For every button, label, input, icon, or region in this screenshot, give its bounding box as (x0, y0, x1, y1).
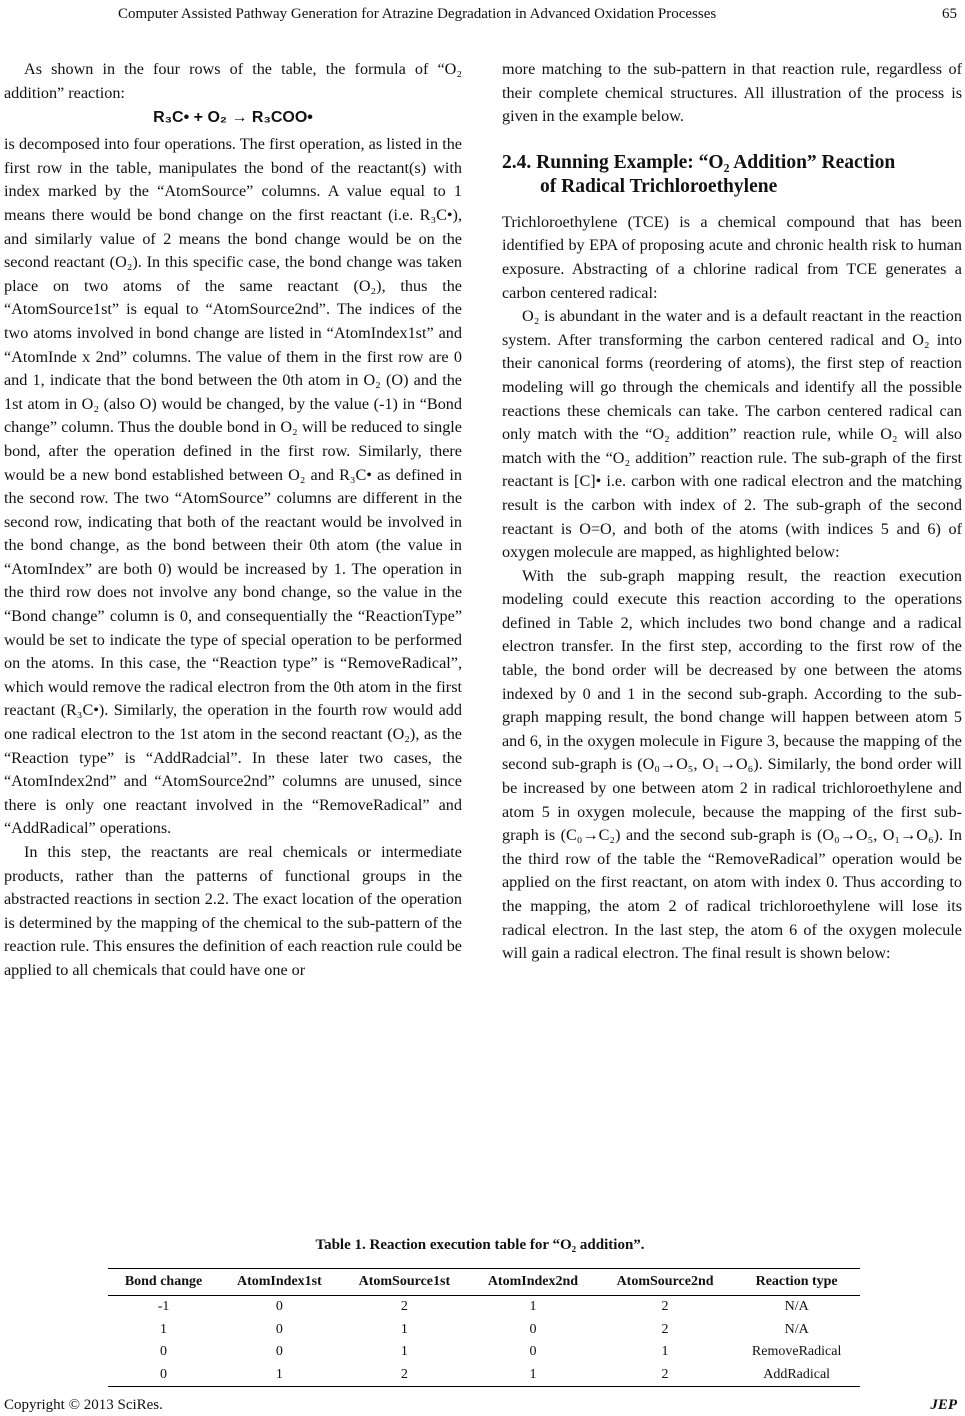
section-heading (502, 151, 962, 199)
paragraph: more matching to the sub-pattern in that reaction rule, regardless of their complete chemical structures. All illustration of the process is given in the example below. (502, 60, 962, 126)
table-cell: 0 (108, 1364, 219, 1387)
table-cell: 2 (661, 1321, 669, 1337)
table-cell: 2 (340, 1364, 469, 1387)
paragraph: With the sub-graph mapping result, the reaction execution modeling could execute this reaction according to the operations defined in Table 2, which includes two bond change and a radical electron transfer. In the first step, according to the first row of the table, the bond order will be decreased by one between the atoms indexed by 0 and 1 in the second sub-graph. According to the sub-graph mapping result, the bond change will happen between atom 5 and 6, in the oxygen molecule in Figure 3, because the mapping of the second sub-graph is (O₀→O₅, O₁→O₆). Similarly, the bond order will be increased by one between atom 2 in radical trichloroethylene and atom 5 in oxygen molecule, because the mapping of the first sub-graph is (C₀→C₂) and the second sub-graph is (O₀→O₅, O₁→O₆). In the third row of the table the “RemoveRadical” operation would be applied on the first reactant, on atom with index 0. Thus according to the mapping, the atom 2 of radical trichloroethylene will lose its radical electron. In the last step, the atom 6 of the oxygen molecule will gain a radical electron. The final result is shown below: (502, 566, 962, 963)
page-number: 65 (942, 6, 957, 22)
column-header: AtomSource2nd (597, 1269, 733, 1296)
table-row (108, 1364, 860, 1387)
paragraph: O₂ is abundant in the water and is a default reactant in the reaction system. After transforming the carbon centered radical and O₂ into their canonical forms (reordering of atoms), the first step of reaction modeling will go through the chemicals and identify all the possible reactions these chemicals can take. The carbon centered radical can only match with the “O₂ addition” reaction rule, while O₂ will also match with the “O₂ addition” reaction rule. The sub-graph of the first reactant is [C]• i.e. carbon with one radical electron and the matching result is the carbon with index of 2. The sub-graph of the second reactant is O=O, and both of the atoms (with indices 5 and 6) of oxygen molecule are mapped, as highlighted below: (502, 307, 962, 562)
column-header: AtomSource1st (340, 1269, 469, 1296)
copyright-notice: Copyright © 2013 SciRes. (4, 1397, 163, 1413)
table-cell: 0 (275, 1321, 283, 1337)
section-heading-line2: of Radical Trichloroethylene (540, 175, 778, 197)
table-cell: 2 (597, 1364, 733, 1387)
table-row (108, 1296, 860, 1319)
table-cell: 0 (529, 1321, 537, 1337)
paragraph: As shown in the four rows of the table, the formula of “O₂ addition” reaction: (4, 60, 462, 102)
reaction-table-block (108, 1237, 860, 1387)
table-cell: 1 (160, 1321, 168, 1337)
table-cell: N/A (784, 1299, 809, 1314)
section-heading-line1: 2.4. Running Example: “O₂ Addition” Reaction (502, 151, 896, 173)
table-cell: 0 (529, 1344, 537, 1359)
table-cell: 0 (160, 1344, 168, 1359)
table-cell: 0 (275, 1344, 283, 1359)
paragraph: is decomposed into four operations. The first operation, as listed in the first row in the table, manipulates the bond of the reactant(s) with index marked by the “AtomSource” columns. A value equal to 1 means there would be bond change on the first reactant (i.e. R₃C•), and similarly value of 2 means the bond change would be on the second reactant (O₂). In this specific case, the bond change was taken place on two atoms of the same reactant (O₂), thus the “AtomSource1st” is equal to “AtomSource2nd”. The indices of the two atoms involved in bond change are listed in “AtomIndex1st” and “AtomInde x 2nd” columns. The value of them in the first row are 0 and 1, indicate that the bond between the 0th atom in O₂ (O) and the 1st atom in O₂ (also O) would be changed, by the value (-1) in “Bond change” column. Thus the double bond in O₂ will be reduced to single bond, after the operation defined in the first row. Similarly, there would be a new bond established between O₂ and R₃C• as defined in the second row. The two “AtomSource” columns are different in the second row, indicating that both of the reactant would be involved in the bond change, as the bond between their 0th atom (the value in “AtomIndex” are both 0) would be increased by 1. The operation in the third row does not involve any bond change, so the value in the “Bond change” column is 0, and consequentially the “ReactionType” would be set to indicate the type of special operation to be performed on the atoms. In this case, the “Reaction type” is “RemoveRadical”, which would remove the radical electron from the 0th atom in the first reactant (R₃C•). Similarly, the operation in the fourth row would add one radical electron to the 1st atom in the second reactant (O₂), as the “Reaction type” is “AddRadcial”. In these later two cases, the “AtomIndex2nd” and “AtomSource2nd” columns are unused, since there is only one reactant involved in the “RemoveRadical” and “AddRadical” operations. (4, 135, 462, 838)
table-cell: 1 (529, 1299, 537, 1314)
column-header: AtomIndex1st (219, 1269, 340, 1296)
left-column (4, 58, 462, 983)
column-header: AtomIndex2nd (469, 1269, 597, 1296)
right-column (502, 58, 962, 966)
table-header-row (108, 1269, 860, 1296)
paragraph: Trichloroethylene (TCE) is a chemical compound that has been identified by EPA of proposing acute and chronic health risk to human exposure. Abstracting of a chlorine radical from TCE generates a carbon centered radical: (502, 212, 962, 302)
table-cell: RemoveRadical (751, 1344, 842, 1359)
table-cell: 1 (661, 1344, 669, 1359)
table-cell: 1 (219, 1364, 340, 1387)
column-header: Reaction type (733, 1269, 860, 1296)
table-cell: 2 (661, 1299, 669, 1314)
column-header: Bond change (108, 1269, 219, 1296)
table-cell: 1 (400, 1321, 408, 1337)
table-caption: Table 1. Reaction execution table for “O₂ addition”. (315, 1237, 645, 1253)
table-cell: N/A (784, 1321, 809, 1337)
table-row (108, 1319, 860, 1342)
table-cell: 1 (400, 1344, 408, 1359)
running-title: Computer Assisted Pathway Generation for Atrazine Degradation in Advanced Oxidation Processes (118, 6, 717, 22)
table-cell: -1 (157, 1299, 170, 1314)
page-header (0, 6, 965, 26)
table-cell: AddRadical (733, 1364, 860, 1387)
reaction-execution-table (108, 1268, 860, 1387)
table-row (108, 1341, 860, 1364)
journal-abbreviation: JEP (930, 1397, 957, 1413)
table-cell: 1 (469, 1364, 597, 1387)
table-cell: 0 (275, 1299, 283, 1314)
paragraph: In this step, the reactants are real chemicals or intermediate products, rather than the patterns of functional groups in the abstracted reactions in section 2.2. The exact location of the operation is determined by the mapping of the chemical to the sub-pattern of the reaction rule. This ensures the definition of each reaction rule could be applied to all chemicals that could have one or (4, 843, 462, 979)
table-cell: 2 (400, 1299, 408, 1314)
reaction-formula: R₃C• + O₂ → R₃COO• (153, 109, 313, 127)
